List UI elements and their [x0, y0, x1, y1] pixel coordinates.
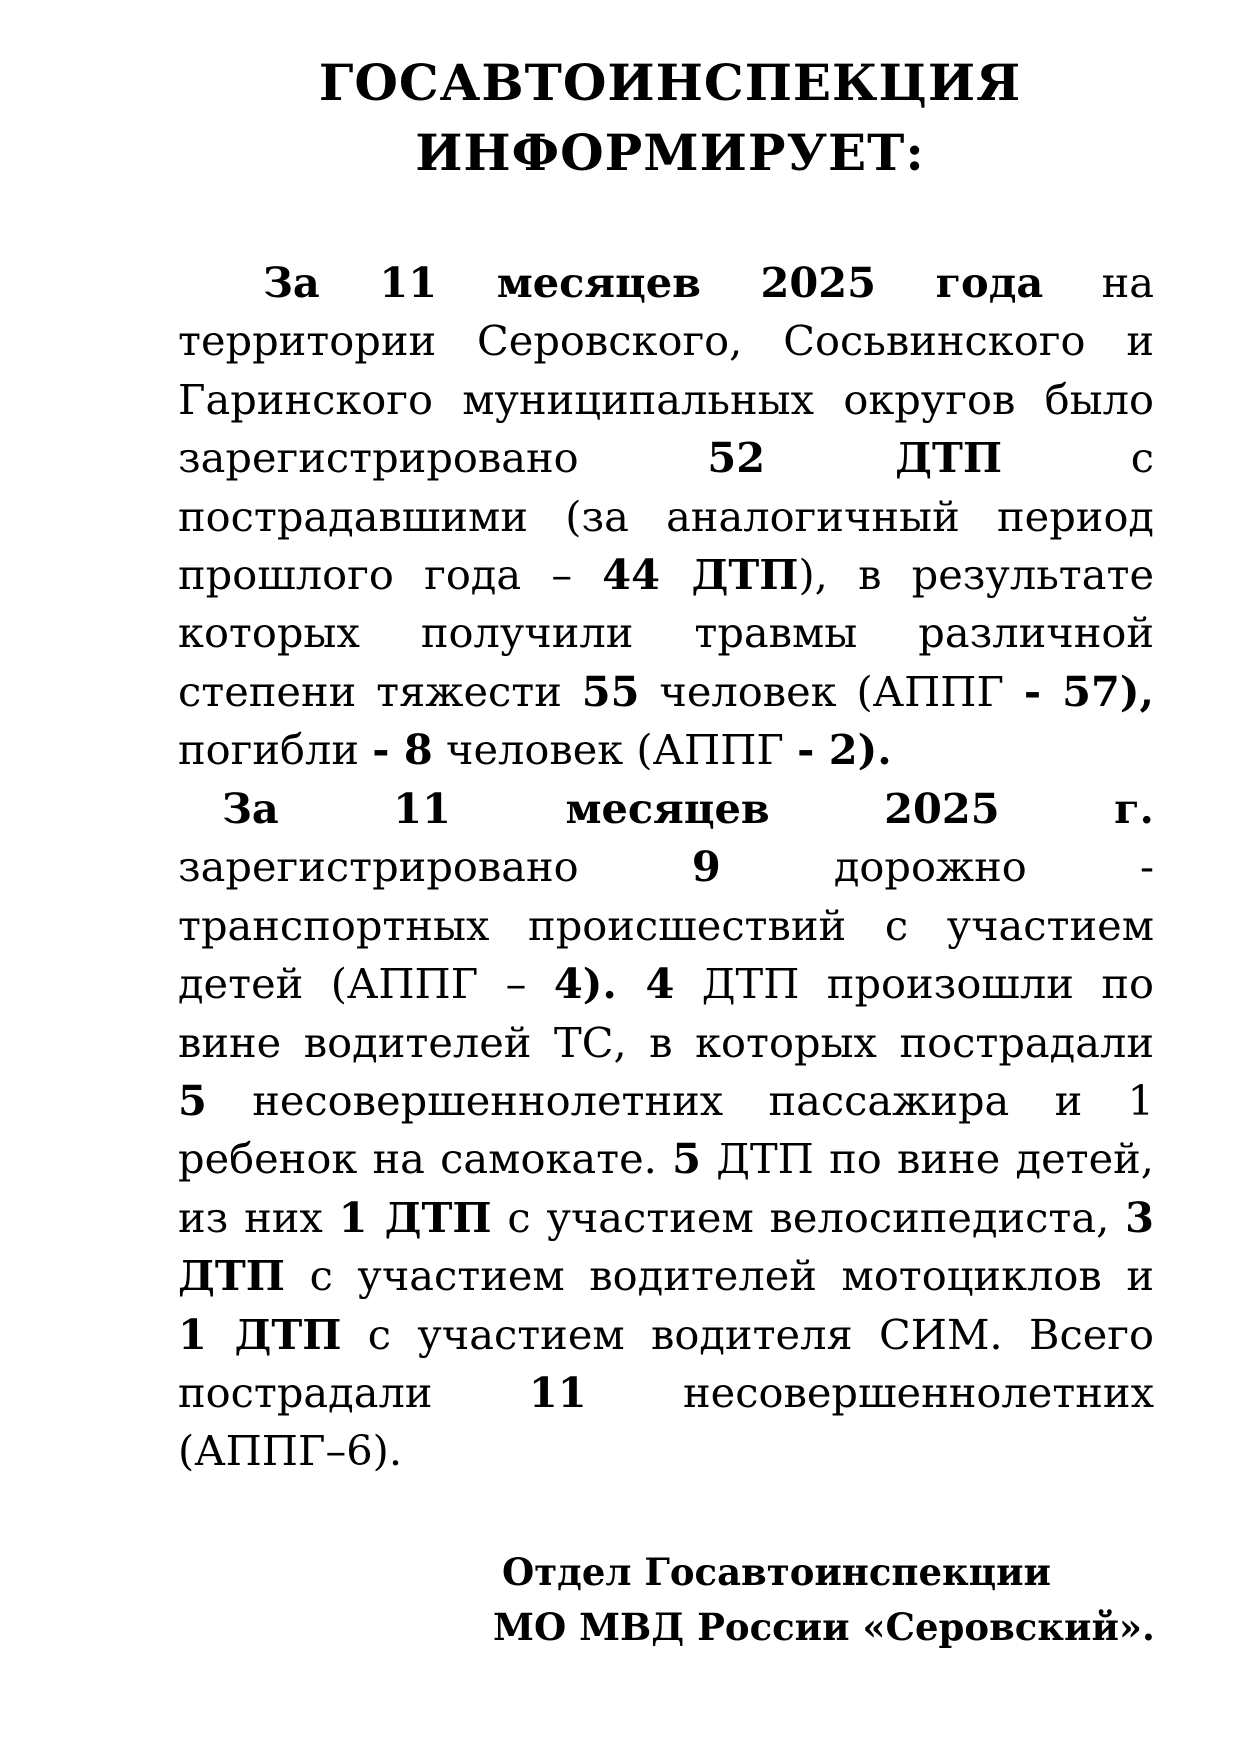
text-regular: несовершеннолетних пассажира и 1 — [206, 1075, 1154, 1125]
text-regular: из них — [178, 1192, 339, 1242]
text-regular: зарегистрировано — [178, 842, 692, 892]
text-line — [178, 1306, 1154, 1364]
text-bold: 1 ДТП — [338, 1192, 492, 1242]
text-line: Гаринского муниципальных округов было — [178, 374, 1154, 424]
text-line — [178, 1130, 1154, 1188]
text-bold: За 11 месяцев 2025 г. — [222, 784, 1154, 833]
text-regular: пострадали — [178, 1367, 529, 1417]
text-regular: погибли — [178, 725, 373, 775]
text-bold: 44 ДТП — [602, 549, 799, 599]
text-bold: 3 — [1125, 1192, 1154, 1242]
text-line — [178, 838, 1154, 896]
text-regular: на — [1043, 258, 1154, 307]
text-bold: - 57), — [1023, 666, 1154, 716]
page-title-line2: ИНФОРМИРУЕТ: — [415, 123, 925, 182]
text-line — [178, 663, 1154, 721]
signature-department: Отдел Госавтоинспекции — [502, 1550, 1051, 1594]
text-regular: прошлого года – — [178, 549, 603, 599]
text-regular: с участием велосипедиста, — [491, 1192, 1126, 1242]
text-bold: 5 — [672, 1134, 701, 1184]
text-line: вине водителей ТС, в которых пострадали — [178, 1017, 1154, 1067]
text-line — [178, 1189, 1154, 1247]
text-bold: 5 — [178, 1075, 207, 1125]
page-title-line1: ГОСАВТОИНСПЕКЦИЯ — [318, 53, 1022, 112]
text-line: которых получили травмы различной — [178, 608, 1154, 658]
text-regular: с участием водителей мотоциклов и — [284, 1251, 1154, 1301]
text-regular: детей (АППГ – — [178, 959, 554, 1009]
text-line — [178, 721, 1154, 779]
signature-organization: МО МВД России «Серовский». — [493, 1605, 1155, 1649]
text-bold: 52 ДТП — [707, 433, 1003, 483]
text-line — [178, 1364, 1154, 1422]
text-bold: ДТП — [178, 1251, 285, 1301]
text-regular: несовершеннолетних — [586, 1367, 1154, 1417]
text-regular: дорожно - — [720, 842, 1154, 892]
statistics-paragraph-children — [178, 780, 1154, 1481]
text-regular: с участием водителя СИМ. Всего — [341, 1309, 1154, 1359]
text-regular: ), в результате — [798, 549, 1155, 599]
text-bold: За 11 месяцев 2025 года — [263, 258, 1044, 307]
text-line — [178, 1072, 1154, 1130]
text-regular: человек (АППГ — [639, 666, 1024, 716]
statistics-paragraph-accidents — [178, 254, 1154, 780]
text-regular: ДТП произошли по — [674, 959, 1154, 1009]
text-bold: 1 ДТП — [178, 1309, 342, 1359]
text-regular: зарегистрировано — [178, 433, 708, 483]
text-bold: - 2). — [797, 725, 892, 775]
text-bold: 4). 4 — [553, 959, 675, 1009]
text-bold: - 8 — [372, 725, 433, 775]
text-bold: 55 — [581, 666, 640, 716]
text-regular: ДТП по вине детей, — [700, 1134, 1154, 1184]
text-regular: ребенок на самокате. — [178, 1134, 673, 1184]
text-line — [178, 429, 1154, 487]
text-line — [178, 546, 1154, 604]
text-regular: с — [1002, 433, 1155, 483]
text-line — [178, 780, 1154, 838]
text-line: территории Серовского, Сосьвинского и — [178, 316, 1154, 366]
text-line — [178, 254, 1154, 312]
text-bold: 11 — [528, 1367, 587, 1417]
text-line — [178, 955, 1154, 1013]
text-regular: степени тяжести — [178, 666, 582, 716]
text-line: (АППГ–6). — [178, 1426, 403, 1476]
text-line — [178, 1247, 1154, 1305]
text-line: пострадавшими (за аналогичный период — [178, 491, 1154, 541]
text-bold: 9 — [691, 842, 721, 892]
text-regular: человек (АППГ — [432, 725, 798, 775]
text-line: транспортных происшествий с участием — [178, 900, 1154, 950]
